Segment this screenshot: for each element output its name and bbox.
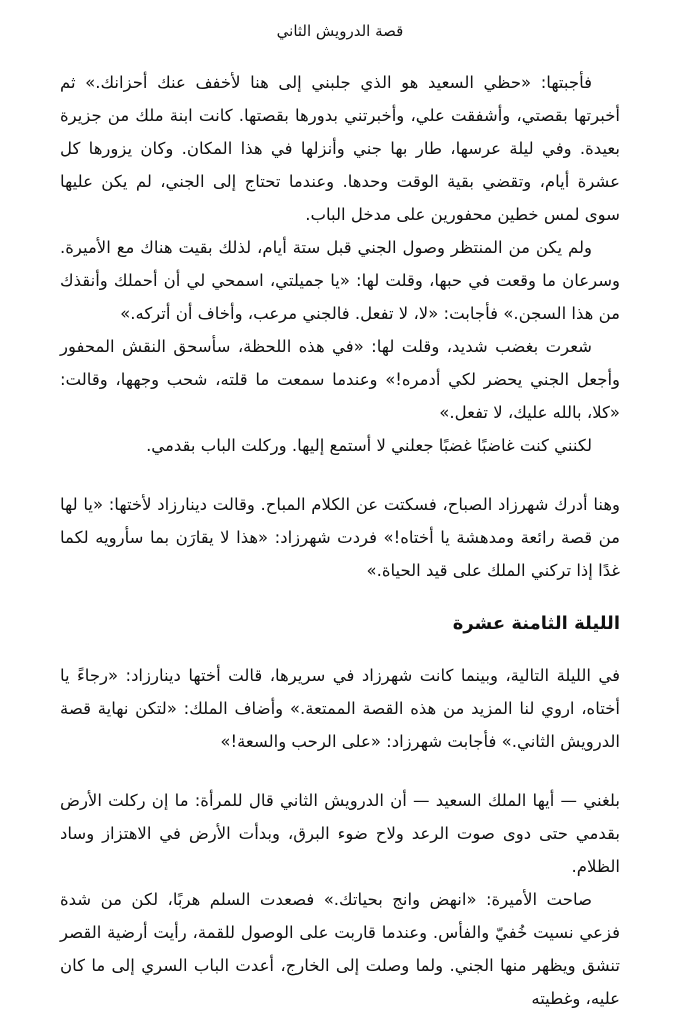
paragraph-7: بلغني — أيها الملك السعيد — أن الدرويش الثاني قال للمرأة: ما إن ركلت الأرض بقدمي حتى دوى صوت الرعد ولاح ضوء البرق، وبدأت الأرض في الاهتزاز وساد الظلام. — [60, 791, 620, 876]
paragraph-6: في الليلة التالية، وبينما كانت شهرزاد في سريرها، قالت أختها دينارزاد: «رجاءً يا أختاه، اروي لنا المزيد من هذه القصة الممتعة.» وأضاف الملك: «لتكن نهاية قصة الدرويش الثاني.» فأجابت شهرزاد: «على الرحب والسعة!» — [60, 666, 620, 751]
paragraph-2: ولم يكن من المنتظر وصول الجني قبل ستة أيام، لذلك بقيت هناك مع الأميرة. وسرعان ما وقعت في حبها، وقلت لها: «يا جميلتي، اسمحي لي أن أحملك وأنقذك من هذا السجن.» فأجابت: «لا، لا تفعل. فالجني مرعب، وأخاف أن أتركه.» — [60, 238, 620, 323]
section-gap-2 — [60, 758, 620, 784]
paragraph-4: لكنني كنت غاضبًا غضبًا جعلني لا أستمع إليها. وركلت الباب بقدمي. — [146, 436, 592, 455]
chapter-heading: الليلة الثامنة عشرة — [452, 613, 620, 634]
section-gap — [60, 462, 620, 488]
paragraph-3: شعرت بغضب شديد، وقلت لها: «في هذه اللحظة، سأسحق النقش المحفور وأجعل الجني يحضر لكي أدمره!» وعندما سمعت ما قلته، شحب وجهها، وقالت: «كلا، بالله عليك، لا تفعل.» — [60, 337, 620, 422]
running-header: قصة الدرويش الثاني — [276, 22, 404, 40]
paragraph-1: فأجبتها: «حظي السعيد هو الذي جلبني إلى هنا لأخفف عنك أحزانك.» ثم أخبرتها بقصتي، وأشفقت علي، وأخبرتني بدورها بقصتها. كانت ابنة ملك من جزيرة بعيدة. وفي ليلة عرسها، طار بها جني وأنزلها في هذا المكان. وكان يزورها كل عشرة أيام، وتقضي بقية الوقت وحدها. وعندما تحتاج إلى الجني، لم يكن عليها سوى لمس خطين محفورين على مدخل الباب. — [60, 73, 620, 224]
paragraph-5: وهنا أدرك شهرزاد الصباح، فسكتت عن الكلام المباح. وقالت دينارزاد لأختها: «يا لها من قصة رائعة ومدهشة يا أختاه!» فردت شهرزاد: «هذا لا يقارَن بما سأرويه لكما غدًا إذا تركني الملك على قيد الحياة.» — [60, 495, 620, 580]
paragraph-8: صاحت الأميرة: «انهض وانج بحياتك.» فصعدت السلم هربًا، لكن من شدة فزعي نسيت خُفيّ والفأس. وعندما قاربت على الوصول للقمة، رأيت أرضية القصر تنشق ويظهر منها الجني. ولما وصلت إلى الخارج، أعدت الباب السري إلى ما كان عليه، وغطيته — [60, 890, 620, 1008]
